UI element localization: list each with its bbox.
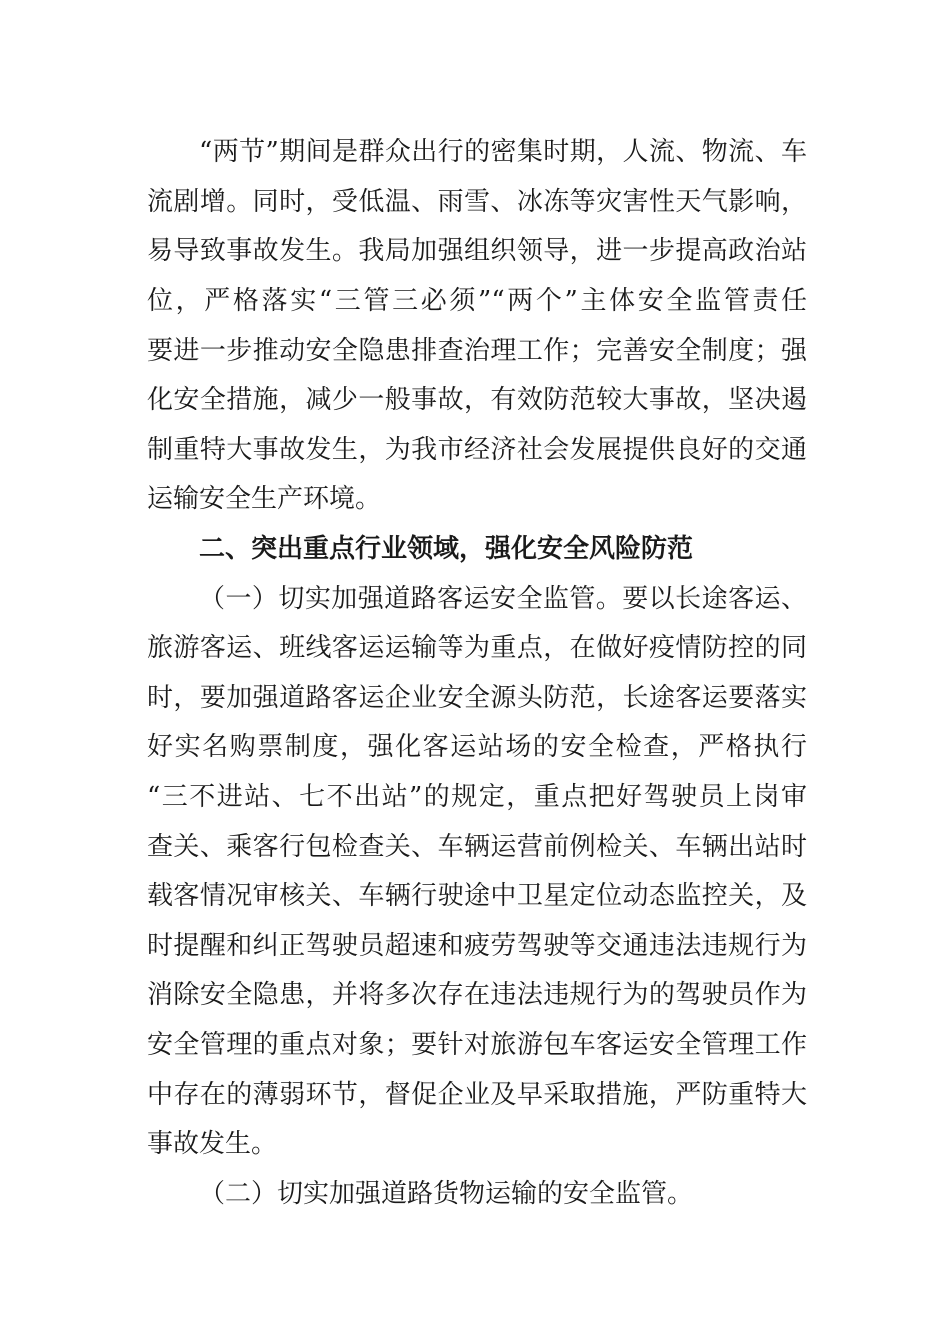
- paragraph-2-line-2: 旅游客运、班线客运运输等为重点，在做好疫情防控的同: [147, 633, 807, 663]
- paragraph-2-line-12: 事故发生。: [147, 1129, 278, 1159]
- paragraph-2-line-11: 中存在的薄弱环节，督促企业及早采取措施，严防重特大: [147, 1080, 807, 1110]
- paragraph-1-line-2: 流剧增。同时，受低温、雨雪、冰冻等灾害性天气影响，: [147, 187, 807, 217]
- paragraph-1-line-5: 要进一步推动安全隐患排查治理工作；完善安全制度；强: [147, 336, 807, 366]
- section-heading: 二、突出重点行业领域，强化安全风险防范: [199, 534, 694, 564]
- paragraph-1-line-8: 运输安全生产环境。: [147, 484, 382, 514]
- paragraph-1-line-7: 制重特大事故发生，为我市经济社会发展提供良好的交通: [147, 435, 807, 465]
- paragraph-1-line-6: 化安全措施，减少一般事故，有效防范较大事故，坚决遏: [147, 385, 807, 415]
- paragraph-3-line-1: （二）切实加强道路货物运输的安全监管。: [199, 1179, 694, 1209]
- paragraph-2-line-3: 时，要加强道路客运企业安全源头防范，长途客运要落实: [147, 683, 807, 713]
- paragraph-2-line-7: 载客情况审核关、车辆行驶途中卫星定位动态监控关，及: [147, 881, 807, 911]
- paragraph-2-line-4: 好实名购票制度，强化客运站场的安全检查，严格执行: [147, 732, 807, 762]
- paragraph-2-line-6: 查关、乘客行包检查关、车辆运营前例检关、车辆出站时: [147, 832, 807, 862]
- paragraph-2-line-9: 消除安全隐患，并将多次存在违法违规行为的驾驶员作为: [147, 980, 807, 1010]
- paragraph-2-line-10: 安全管理的重点对象；要针对旅游包车客运安全管理工作: [147, 1030, 807, 1060]
- paragraph-1-line-4: 位，严格落实“三管三必须”“两个”主体安全监管责任: [147, 286, 807, 316]
- paragraph-1-line-1: “两节”期间是群众出行的密集时期，人流、物流、车: [199, 137, 807, 167]
- paragraph-1-line-3: 易导致事故发生。我局加强组织领导，进一步提高政治站: [147, 236, 807, 266]
- paragraph-2-line-8: 时提醒和纠正驾驶员超速和疲劳驾驶等交通违法违规行为: [147, 931, 807, 961]
- paragraph-2-line-5: “三不进站、七不出站”的规定，重点把好驾驶员上岗审: [147, 782, 807, 812]
- paragraph-2-line-1: （一）切实加强道路客运安全监管。要以长途客运、: [199, 584, 807, 614]
